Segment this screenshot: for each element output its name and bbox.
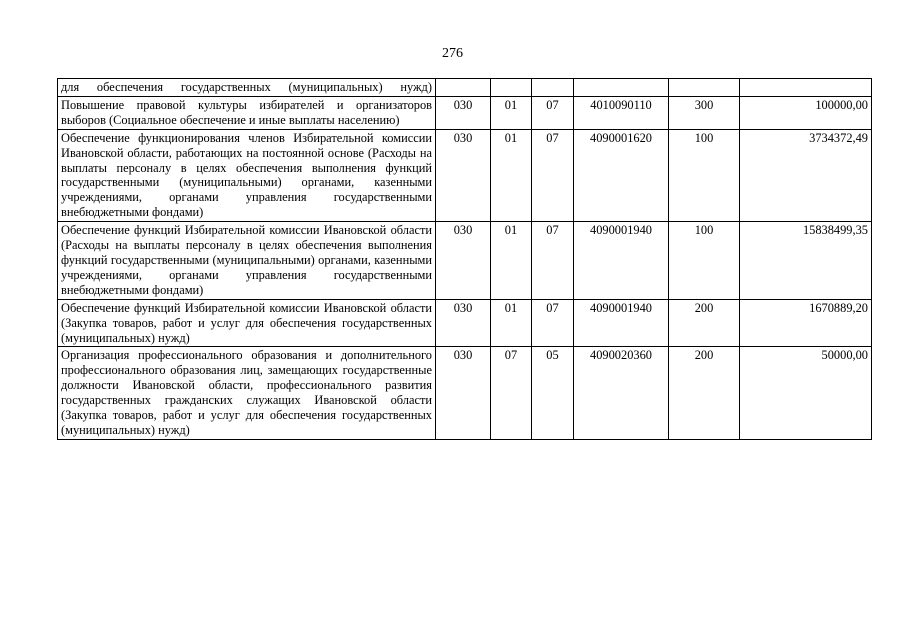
subsection-code-cell: 07 <box>532 299 574 347</box>
expense-name-cell: Обеспечение функционирования членов Избирательной комиссии Ивановской области, работающих на постоянной основе (Расходы на выплаты персоналу в целях обеспечения выполнения функций государственными (муниципальными) органами, казенными учреждениями, органами управления государственными внебюджетными фондами) <box>58 129 436 221</box>
expense-type-code-cell: 100 <box>669 222 740 300</box>
budget-table <box>57 78 872 440</box>
admin-code-cell: 030 <box>436 96 491 129</box>
amount-cell: 1670889,20 <box>740 299 872 347</box>
target-article-code-cell <box>574 79 669 97</box>
table-body <box>58 79 872 440</box>
admin-code-cell: 030 <box>436 222 491 300</box>
table-row <box>58 347 872 439</box>
subsection-code-cell: 07 <box>532 96 574 129</box>
subsection-code-cell <box>532 79 574 97</box>
section-code-cell: 01 <box>491 222 532 300</box>
section-code-cell: 01 <box>491 299 532 347</box>
page-number: 276 <box>442 46 463 61</box>
expense-name-cell: Обеспечение функций Избирательной комиссии Ивановской области (Закупка товаров, работ и услуг для обеспечения государственных (муниципальных) нужд) <box>58 299 436 347</box>
expense-type-code-cell: 300 <box>669 96 740 129</box>
table-row <box>58 299 872 347</box>
admin-code-cell: 030 <box>436 347 491 439</box>
admin-code-cell <box>436 79 491 97</box>
amount-cell: 3734372,49 <box>740 129 872 221</box>
expense-type-code-cell: 100 <box>669 129 740 221</box>
section-code-cell: 01 <box>491 129 532 221</box>
section-code-cell: 01 <box>491 96 532 129</box>
subsection-code-cell: 07 <box>532 222 574 300</box>
expense-type-code-cell <box>669 79 740 97</box>
table-row <box>58 96 872 129</box>
expense-name-cell: Обеспечение функций Избирательной комиссии Ивановской области (Расходы на выплаты персоналу в целях обеспечения выполнения функций государственными (муниципальными) органами, казенными учреждениями, органами управления государственными внебюджетными фондами) <box>58 222 436 300</box>
table-row <box>58 129 872 221</box>
admin-code-cell: 030 <box>436 299 491 347</box>
amount-cell: 50000,00 <box>740 347 872 439</box>
amount-cell: 100000,00 <box>740 96 872 129</box>
target-article-code-cell: 4090001940 <box>574 299 669 347</box>
expense-type-code-cell: 200 <box>669 347 740 439</box>
target-article-code-cell: 4010090110 <box>574 96 669 129</box>
section-code-cell <box>491 79 532 97</box>
target-article-code-cell: 4090001940 <box>574 222 669 300</box>
expense-name-cell: для обеспечения государственных (муниципальных) нужд) <box>58 79 436 97</box>
amount-cell: 15838499,35 <box>740 222 872 300</box>
expense-name-cell: Организация профессионального образования и дополнительного профессионального образования лиц, замещающих государственные должности Ивановской области, профессионального развития государственных гражданских служащих Ивановской области (Закупка товаров, работ и услуг для обеспечения государственных (муниципальных) нужд) <box>58 347 436 439</box>
target-article-code-cell: 4090001620 <box>574 129 669 221</box>
subsection-code-cell: 07 <box>532 129 574 221</box>
target-article-code-cell: 4090020360 <box>574 347 669 439</box>
table-row <box>58 222 872 300</box>
admin-code-cell: 030 <box>436 129 491 221</box>
section-code-cell: 07 <box>491 347 532 439</box>
expense-type-code-cell: 200 <box>669 299 740 347</box>
amount-cell <box>740 79 872 97</box>
table-row <box>58 79 872 97</box>
expense-name-cell: Повышение правовой культуры избирателей и организаторов выборов (Социальное обеспечение и иные выплаты населению) <box>58 96 436 129</box>
subsection-code-cell: 05 <box>532 347 574 439</box>
